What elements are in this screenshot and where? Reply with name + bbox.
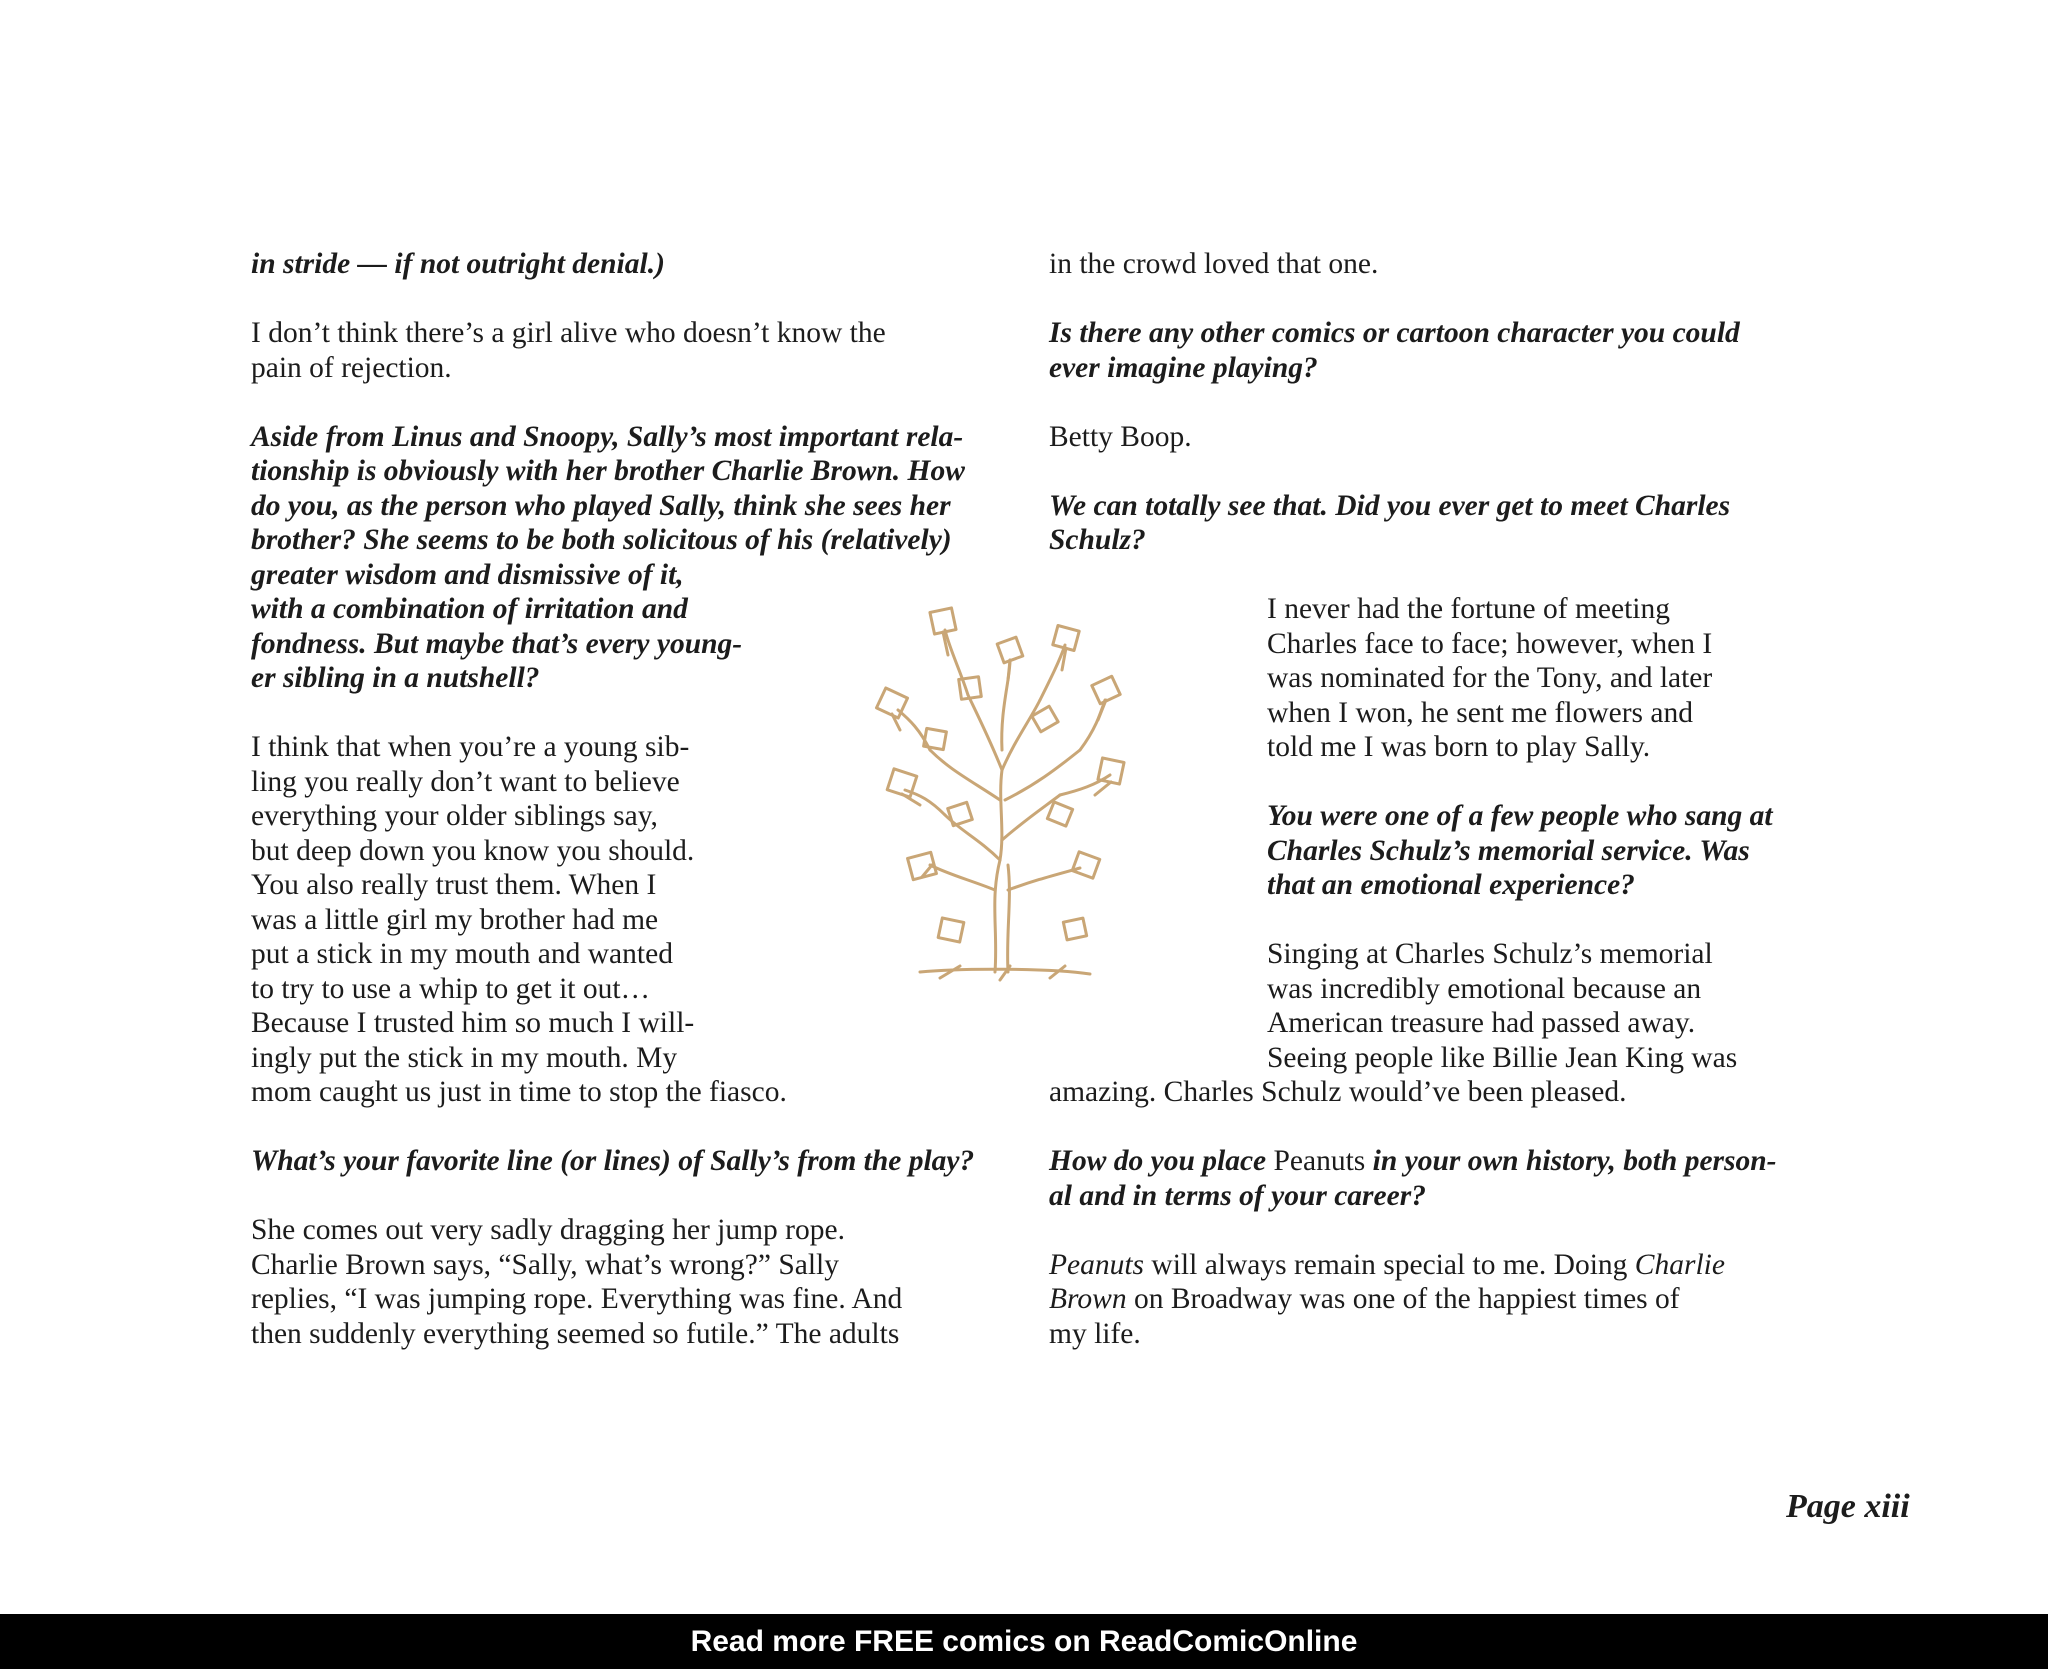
title-italic: Charlie [1634,1248,1725,1281]
kite-eating-tree-icon [850,600,1150,990]
text-line: in stride — if not outright denial.) [251,248,665,280]
text-line [1049,1282,1799,1317]
text-line: er sibling in a nutshell? [251,662,540,694]
text-line: then suddenly everything seemed so futile.” The adults [251,1317,900,1350]
text-line: my life. [1049,1317,1141,1350]
text-line: was nominated for the Tony, and later [1267,662,1713,694]
title-roman: Peanuts [1273,1145,1366,1177]
text-line: when I won, he sent me flowers and [1267,696,1693,729]
text-line: Singing at Charles Schulz’s memorial [1267,938,1713,970]
text-line: tionship is obviously with her brother Charlie Brown. How [251,455,965,487]
text-line: to try to use a whip to get it out… [251,972,651,1005]
title-italic: Brown [1049,1283,1127,1315]
text-line [1049,1248,1799,1283]
text-line: but deep down you know you should. [251,834,695,867]
text-line: You were one of a few people who sang at [1267,800,1773,832]
text-line: do you, as the person who played Sally, think she sees her [251,489,951,522]
interview-question [1049,489,1799,558]
text-run: How do you place [1049,1145,1274,1177]
text-line: that an emotional experience? [1267,869,1635,901]
interview-question [1049,1144,1799,1213]
text-line: Charles face to face; however, when I [1267,627,1713,660]
read-more-link[interactable]: Read more FREE comics on ReadComicOnline [690,1624,1358,1658]
text-line: What’s your favorite line (or lines) of Sally’s from the play? [251,1145,975,1177]
text-line: with a combination of irritation and [251,593,688,625]
interview-question [1049,316,1799,385]
text-line: We can totally see that. Did you ever get to meet Charles [1049,489,1731,522]
text-line: fondness. But maybe that’s every young- [251,627,743,660]
interview-answer [1049,592,1799,765]
text-line: al and in terms of your career? [1049,1179,1426,1212]
interview-answer [251,316,991,385]
interview-question [251,1144,991,1179]
text-line: told me I was born to play Sally. [1267,731,1651,763]
interview-question [1049,799,1799,903]
title-italic: Peanuts [1049,1248,1145,1281]
interview-answer [1049,937,1799,1110]
text-line: Seeing people like Billie Jean King was [1267,1041,1738,1074]
text-line: Charlie Brown says, “Sally, what’s wrong?” Sally [251,1248,839,1281]
text-line: pain of rejection. [251,351,452,384]
text-line: was a little girl my brother had me [251,903,659,936]
text-line: Schulz? [1049,524,1146,556]
text-line: was incredibly emotional because an [1267,972,1702,1005]
text-line: Is there any other comics or cartoon character you could [1049,317,1740,349]
text-line: I never had the fortune of meeting [1267,593,1671,625]
text-line: everything your older siblings say, [251,800,658,832]
text-line: I think that when you’re a young sib- [251,731,690,763]
text-line: Betty Boop. [1049,420,1192,453]
interview-question [251,247,991,282]
footer-banner [0,1614,2048,1669]
text-line: I don’t think there’s a girl alive who doesn’t know the [251,317,886,349]
text-line: You also really trust them. When I [251,869,657,901]
text-line: brother? She seems to be both solicitous of his (relatively) [251,524,952,556]
text-line: She comes out very sadly dragging her jump rope. [251,1214,845,1246]
interview-answer [1049,247,1799,282]
text-line: mom caught us just in time to stop the fiasco. [251,1076,787,1108]
text-line: Charles Schulz’s memorial service. Was [1267,834,1750,867]
text-line: greater wisdom and dismissive of it, [251,558,684,591]
text-line: ingly put the stick in my mouth. My [251,1041,678,1074]
text-line: American treasure had passed away. [1267,1007,1696,1039]
text-run: in your own history, both person- [1365,1145,1777,1177]
interview-answer [1049,420,1799,455]
text-line: in the crowd loved that one. [1049,248,1379,280]
text-line: amazing. Charles Schulz would’ve been pleased. [1049,1076,1627,1108]
text-line [1049,1144,1799,1179]
text-line: replies, “I was jumping rope. Everything was fine. And [251,1283,903,1315]
text-run: will always remain special to me. Doing [1144,1248,1635,1281]
text-run: on Broadway was one of the happiest times of [1126,1283,1680,1315]
interview-answer [1049,1248,1799,1352]
text-line: Because I trusted him so much I will- [251,1007,695,1039]
right-column [1049,247,1799,1386]
text-line: ling you really don’t want to believe [251,765,680,798]
text-line: Aside from Linus and Snoopy, Sally’s most important rela- [251,420,964,453]
page-number: Page xiii [1786,1488,1910,1525]
text-line: put a stick in my mouth and wanted [251,938,673,970]
interview-answer [251,1213,991,1351]
text-line: ever imagine playing? [1049,351,1318,384]
